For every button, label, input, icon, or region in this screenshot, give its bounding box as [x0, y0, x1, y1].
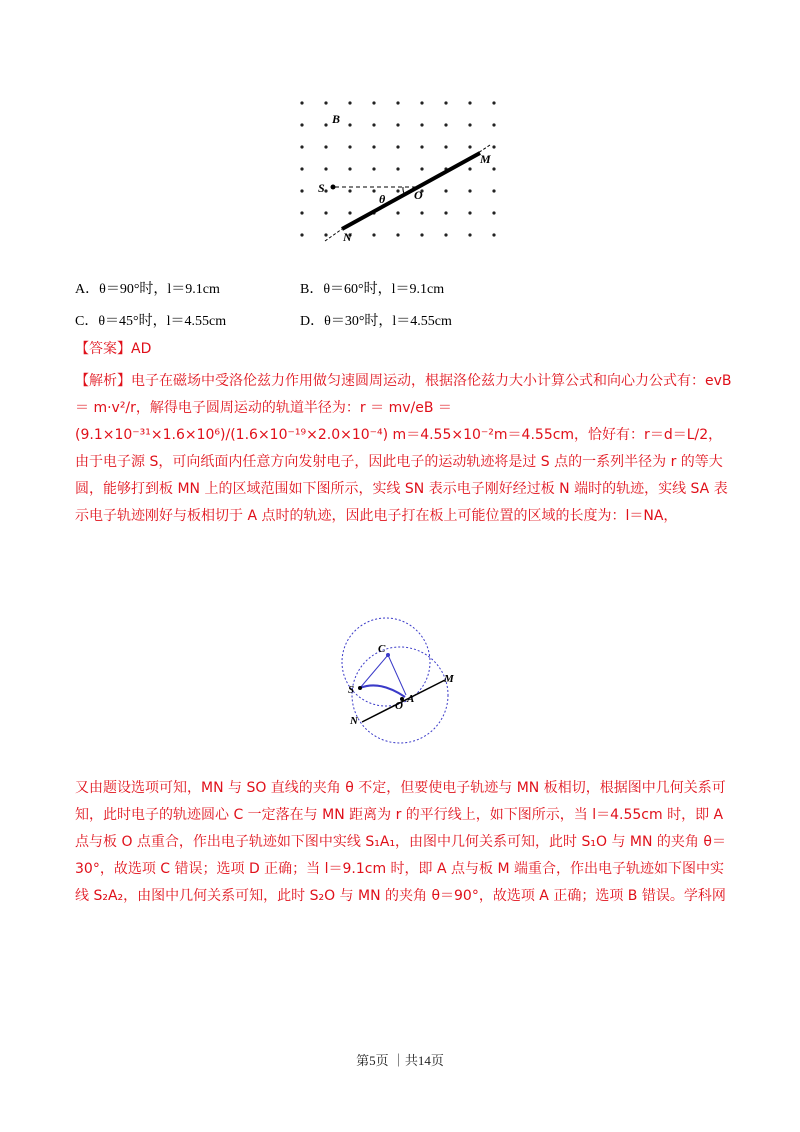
field-dot	[420, 145, 423, 148]
field-dot	[324, 123, 327, 126]
field-dot	[300, 101, 303, 104]
field-dot	[348, 145, 351, 148]
label-s2: S	[348, 684, 355, 696]
trajectory-circle-right	[352, 647, 448, 743]
field-dot	[492, 167, 495, 170]
field-dot	[300, 211, 303, 214]
label-m: M	[480, 152, 491, 166]
field-dot	[372, 123, 375, 126]
label-theta: θ	[379, 192, 386, 206]
field-dot	[348, 189, 351, 192]
field-dot	[396, 123, 399, 126]
field-dot	[348, 167, 351, 170]
field-dot	[324, 145, 327, 148]
field-dot	[444, 123, 447, 126]
label-n: N	[343, 230, 352, 244]
field-dot	[396, 167, 399, 170]
field-dot	[492, 211, 495, 214]
field-dot	[468, 145, 471, 148]
field-dot	[444, 101, 447, 104]
trajectory-arc-sa	[360, 685, 405, 697]
field-figure	[290, 95, 505, 255]
label-o: O	[414, 188, 423, 202]
label-m2: M	[444, 673, 454, 685]
field-dot	[300, 167, 303, 170]
field-dot	[300, 189, 303, 192]
field-dot	[324, 233, 327, 236]
option-b: B．θ＝60°时，l＝9.1cm	[300, 282, 445, 297]
field-dot	[444, 145, 447, 148]
page-footer: 第5页 ｜共14页	[356, 1053, 444, 1068]
field-dot	[372, 101, 375, 104]
field-dot	[324, 101, 327, 104]
field-dot	[324, 167, 327, 170]
field-dot	[372, 233, 375, 236]
field-dot	[372, 145, 375, 148]
field-dot	[324, 211, 327, 214]
field-dot	[396, 101, 399, 104]
field-dot	[396, 145, 399, 148]
label-n2: N	[350, 715, 358, 727]
field-dot	[324, 189, 327, 192]
field-dot	[468, 101, 471, 104]
field-dot	[348, 101, 351, 104]
field-dot	[492, 123, 495, 126]
answer-line: 【答案】AD	[75, 341, 152, 357]
field-dot	[492, 189, 495, 192]
field-dot	[444, 233, 447, 236]
option-a: A．θ＝90°时，l＝9.1cm	[75, 282, 220, 297]
plate-mn	[342, 153, 480, 229]
field-dot	[348, 211, 351, 214]
field-dot	[468, 123, 471, 126]
analysis-paragraph-1: 【解析】电子在磁场中受洛伦兹力作用做匀速圆周运动，根据洛伦兹力大小计算公式和向心力公式有：evB ＝ m·v²/r，解得电子圆周运动的轨道半径为：r ＝ mv/eB ＝ (9.1×10⁻³¹×1.6×10⁶)/(1.6×10⁻¹⁹×2.0×10⁻⁴) m＝4.55×10⁻²m＝4.55cm，恰好有：r＝d＝L/2，由于电子源 S，可向纸面内任意方向发射电子，因此电子的运动轨迹将是过 S 点的一系列半径为 r 的等大圆，能够打到板 MN 上的区域范围如下图所示，实线 SN 表示电子刚好经过板 N 端时的轨迹，实线 SA 表示电子轨迹刚好与板相切于 A 点时的轨迹，因此电子打在板上可能位置的区域的长度为：l＝NA，	[75, 373, 732, 524]
field-dot	[420, 167, 423, 170]
field-dot	[444, 211, 447, 214]
field-dot	[492, 145, 495, 148]
field-dot	[492, 233, 495, 236]
field-dot	[492, 101, 495, 104]
field-dot	[444, 189, 447, 192]
field-dot	[420, 101, 423, 104]
field-dot	[468, 167, 471, 170]
label-c: C	[378, 643, 386, 655]
field-dot	[348, 123, 351, 126]
field-dot	[420, 211, 423, 214]
option-d: D．θ＝30°时，l＝4.55cm	[300, 314, 452, 329]
field-dot	[372, 189, 375, 192]
point-s	[358, 686, 362, 690]
analysis-paragraph-2: 又由题设选项可知，MN 与 SO 直线的夹角 θ 不定，但要使电子轨迹与 MN 板相切，根据图中几何关系可知，此时电子的轨迹圆心 C 一定落在与 MN 距离为 r 的平行线上，如下图所示，当 l＝4.55cm 时，即 A 点与板 O 点重合，作出电子轨迹如下图中实线 S₁A₁，由图中几何关系可知，此时 S₁O 与 MN 的夹角 θ＝30°，故选项 C 错误；选项 D 正确；当 l＝9.1cm 时，即 A 点与板 M 端重合，作出电子轨迹如下图中实线 S₂A₂，由图中几何关系可知，此时 S₂O 与 MN 的夹角 θ＝90°，故选项 A 正确；选项 B 错误。学科网	[75, 780, 726, 904]
option-c: C．θ＝45°时，l＝4.55cm	[75, 314, 227, 329]
line-sc	[360, 655, 388, 688]
source-s-point	[331, 185, 336, 190]
field-dot	[468, 233, 471, 236]
field-dot	[300, 123, 303, 126]
label-o2: O	[395, 700, 403, 712]
point-c	[386, 653, 390, 657]
field-dot	[420, 123, 423, 126]
label-b: B	[332, 112, 341, 126]
label-s: S	[318, 181, 325, 195]
field-dots	[300, 101, 495, 236]
field-dot	[420, 233, 423, 236]
field-dot	[468, 189, 471, 192]
field-dot	[396, 233, 399, 236]
field-dot	[396, 211, 399, 214]
field-dot	[468, 211, 471, 214]
label-a: A	[407, 693, 415, 705]
field-dot	[300, 233, 303, 236]
field-dot	[372, 167, 375, 170]
field-dot	[300, 145, 303, 148]
trajectory-circle-left	[342, 618, 430, 706]
trajectory-figure	[330, 600, 470, 750]
field-dot	[396, 189, 399, 192]
